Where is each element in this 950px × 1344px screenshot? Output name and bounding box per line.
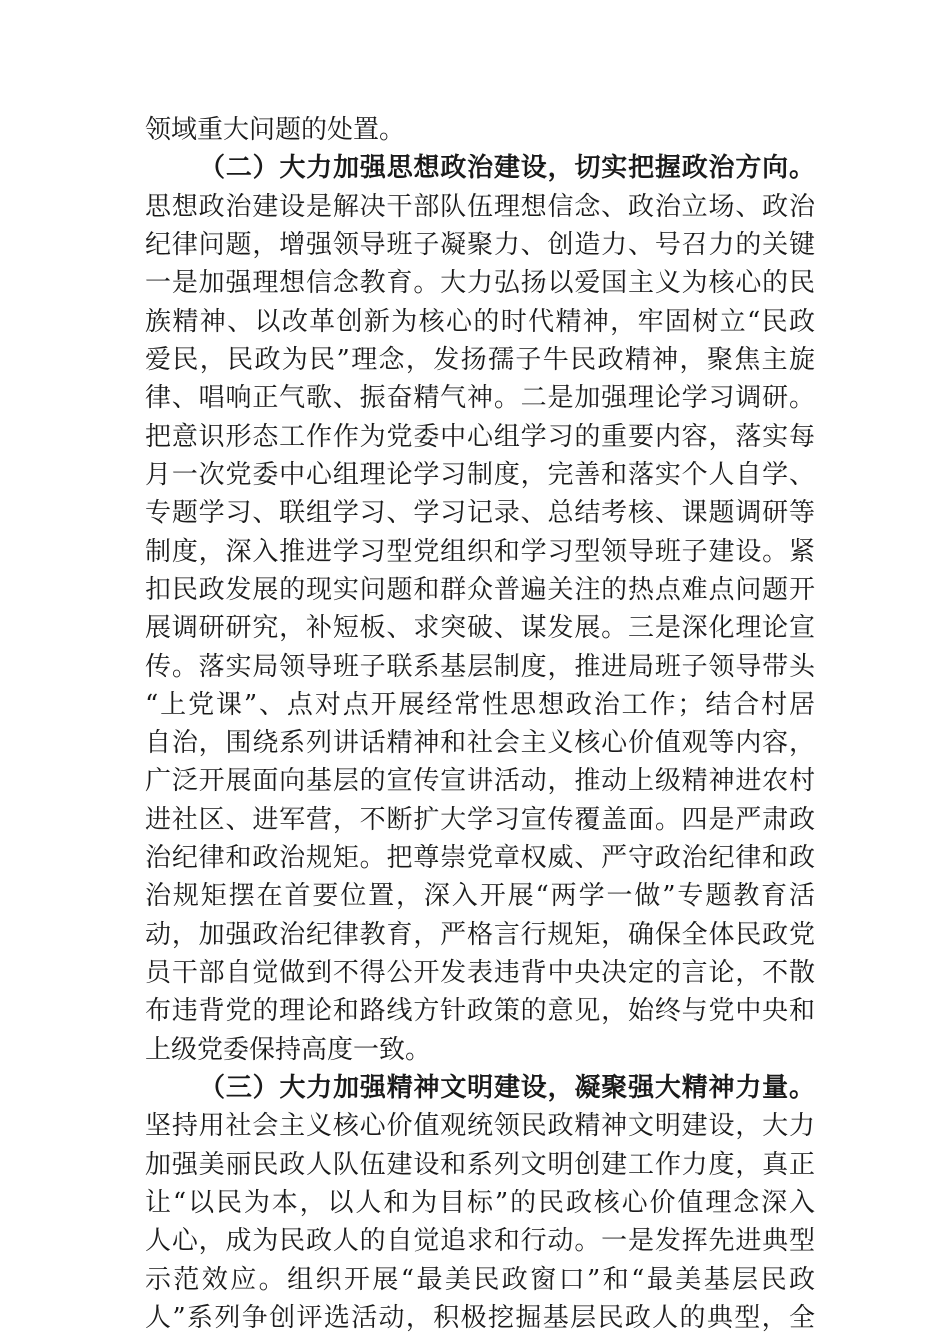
text-line: 自治，围绕系列讲话精神和社会主义核心价值观等内容， <box>145 728 815 758</box>
text-line: “上党课”、点对点开展经常性思想政治工作；结合村居 <box>145 690 815 720</box>
text-line: 族精神、以改革创新为核心的时代精神，牢固树立“民政 <box>145 307 815 337</box>
text-line: 示范效应。组织开展“最美民政窗口”和“最美基层民政 <box>145 1265 815 1295</box>
text-line: 人心，成为民政人的自觉追求和行动。一是发挥先进典型 <box>145 1226 815 1256</box>
text-line: 治纪律和政治规矩。把尊崇党章权威、严守政治纪律和政 <box>145 843 815 873</box>
section-heading: （三）大力加强精神文明建设，凝聚强大精神力量。 <box>199 1073 815 1103</box>
text-line: 加强美丽民政人队伍建设和系列文明创建工作力度，真正 <box>145 1150 815 1180</box>
text-line: 上级党委保持高度一致。 <box>145 1035 432 1065</box>
text-line: 律、唱响正气歌、振奋精气神。二是加强理论学习调研。 <box>145 383 815 413</box>
text-line: 人”系列争创评选活动，积极挖掘基层民政人的典型，全 <box>145 1303 815 1333</box>
text-line: 一是加强理想信念教育。大力弘扬以爱国主义为核心的民 <box>145 268 815 298</box>
section-heading: （二）大力加强思想政治建设，切实把握政治方向。 <box>199 153 815 183</box>
text-line: 制度，深入推进学习型党组织和学习型领导班子建设。紧 <box>145 537 815 567</box>
text-line: 治规矩摆在首要位置，深入开展“两学一做”专题教育活 <box>145 881 815 911</box>
text-line: 思想政治建设是解决干部队伍理想信念、政治立场、政治 <box>145 192 815 222</box>
text-line: 动，加强政治纪律教育，严格言行规矩，确保全体民政党 <box>145 920 815 950</box>
text-line: 进社区、进军营，不断扩大学习宣传覆盖面。四是严肃政 <box>145 805 815 835</box>
text-line: 月一次党委中心组理论学习制度，完善和落实个人自学、 <box>145 460 815 490</box>
text-line: 专题学习、联组学习、学习记录、总结考核、课题调研等 <box>145 498 815 528</box>
text-line: 坚持用社会主义核心价值观统领民政精神文明建设，大力 <box>145 1111 815 1141</box>
text-line: 爱民，民政为民”理念，发扬孺子牛民政精神，聚焦主旋 <box>145 345 815 375</box>
text-line: 领域重大问题的处置。 <box>145 115 406 145</box>
text-line: 让“以民为本，以人和为目标”的民政核心价值理念深入 <box>145 1188 815 1218</box>
text-line: 把意识形态工作作为党委中心组学习的重要内容，落实每 <box>145 422 815 452</box>
text-line: 展调研研究，补短板、求突破、谋发展。三是深化理论宣 <box>145 613 815 643</box>
text-line: 纪律问题，增强领导班子凝聚力、创造力、号召力的关键 <box>145 230 815 260</box>
text-line: 广泛开展面向基层的宣传宣讲活动，推动上级精神进农村 <box>145 766 815 796</box>
text-line: 员干部自觉做到不得公开发表违背中央决定的言论，不散 <box>145 958 815 988</box>
text-line: 传。落实局领导班子联系基层制度，推进局班子领导带头 <box>145 652 815 682</box>
text-line: 布违背党的理论和路线方针政策的意见，始终与党中央和 <box>145 996 815 1026</box>
text-line: 扣民政发展的现实问题和群众普遍关注的热点难点问题开 <box>145 575 815 605</box>
